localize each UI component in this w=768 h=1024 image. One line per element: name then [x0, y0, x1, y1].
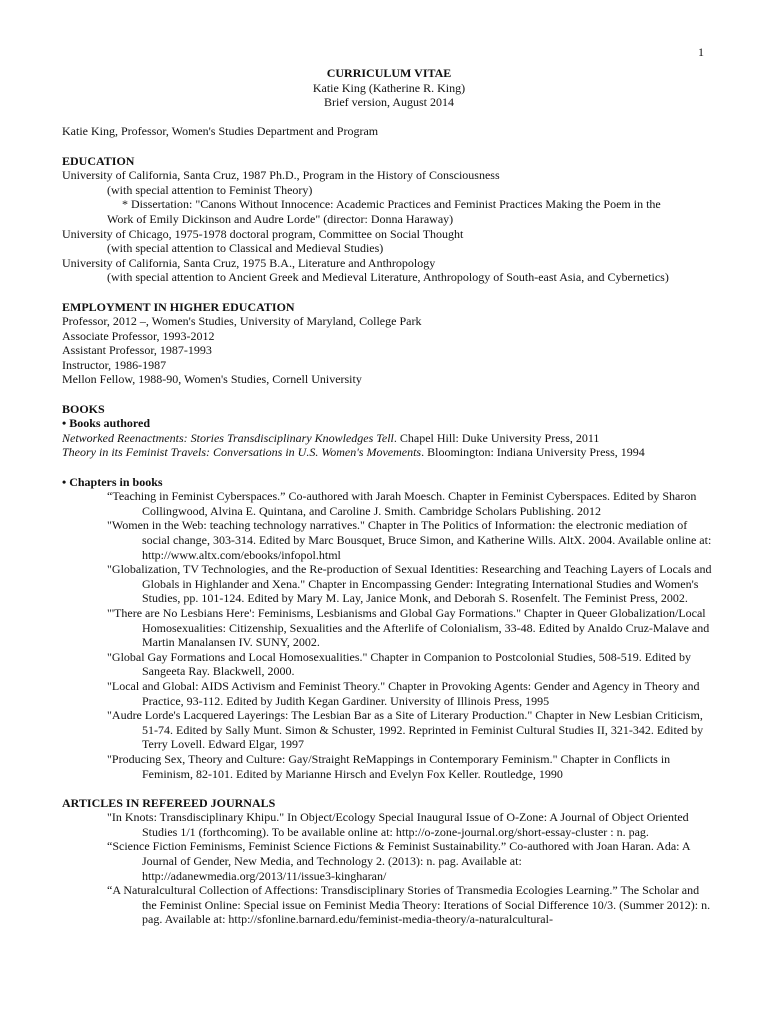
chapter-entry: "Producing Sex, Theory and Culture: Gay/Straight ReMappings in Contemporary Feminism." Chapter in Conflicts in Feminism, 82-101. Edited by Marianne Hirsch and Evelyn Fox Keller. Routledge, 1990: [107, 751, 671, 781]
chapters-heading: • Chapters in books: [62, 474, 163, 489]
chapter-entry: "Local and Global: AIDS Activism and Feminist Theory." Chapter in Provoking Agents: Gender and Agency in Theory and Practice, 93-112. Edited by Judith Kegan Gardiner. University of Illinois Press, 1995: [107, 678, 700, 708]
employment-line: Professor, 2012 –, Women's Studies, University of Maryland, College Park: [62, 314, 422, 329]
books-heading: BOOKS: [62, 401, 105, 416]
employment-line: Associate Professor, 1993-2012: [62, 328, 215, 343]
chapter-entry: "Global Gay Formations and Local Homosexualities." Chapter in Companion to Postcolonial Studies, 508-519. Edited by Sangeeta Ray. Blackwell, 2000.: [107, 649, 692, 679]
cv-page: [62, 44, 716, 927]
employment-heading: EMPLOYMENT IN HIGHER EDUCATION: [62, 299, 295, 314]
education-line: (with special attention to Ancient Greek and Medieval Literature, Anthropology of South-east Asia, and Cybernetics): [107, 270, 669, 285]
cv-version: Brief version, August 2014: [324, 95, 454, 110]
articles-heading: ARTICLES IN REFEREED JOURNALS: [62, 795, 276, 810]
chapter-entry: "Globalization, TV Technologies, and the Re-production of Sexual Identities: Researching and Teaching Layers of Locals and Globals in Highlander and Xena." Chapter in Encompassing Gender: Integrating International Studies and Women's Studies, pp. 101-124. Edited by Mary M. Lay, Janice Monk, and Deborah S. Rosenfelt. The Feminist Press, 2002.: [107, 562, 712, 606]
book-title: Theory in its Feminist Travels: Conversations in U.S. Women's Movements: [62, 445, 422, 460]
employment-line: Mellon Fellow, 1988-90, Women's Studies, Cornell University: [62, 372, 362, 387]
education-line: University of California, Santa Cruz, 1987 Ph.D., Program in the History of Consciousness: [62, 168, 500, 183]
page-number: 1: [698, 45, 704, 59]
books-authored-heading: • Books authored: [62, 416, 151, 431]
chapter-entry: “Teaching in Feminist Cyberspaces.” Co-authored with Jarah Moesch. Chapter in Feminist Cyberspaces. Edited by Sharon Collingwood, Alvina E. Quintana, and Caroline J. Smith. Cambridge Scholars Publishing. 2012: [107, 489, 697, 518]
book-title: Networked Reenactments: Stories Transdisciplinary Knowledges Tell: [62, 430, 394, 445]
cv-title: CURRICULUM VITAE: [326, 66, 452, 80]
education-line: University of Chicago, 1975-1978 doctoral program, Committee on Social Thought: [62, 226, 464, 241]
education-line: (with special attention to Classical and Medieval Studies): [107, 241, 384, 256]
book-entry: Networked Reenactments: Stories Transdisciplinary Knowledges Tell. Chapel Hill: Duke University Press, 2011: [62, 430, 600, 445]
article-entry: “A Naturalcultural Collection of Affections: Transdisciplinary Stories of Transmedia Ecologies Learning.” The Scholar and the Feminist Online: Special issue on Feminist Media Theory: Iterations of Social Difference 10/3. (Summer 2012): n. pag. Available at: http://sfonline.barnard.edu/feminist-media-theory/a-naturalcultural-: [107, 883, 711, 927]
education-line: Work of Emily Dickinson and Audre Lorde" (director: Donna Haraway): [107, 211, 454, 226]
chapter-entry: "'There are No Lesbians Here': Feminisms, Lesbianisms and Global Gay Formations." Chapter in Queer Globalization/Local Homosexualities: Citizenship, Sexualities and the Afterlife of Colonialism, 33-48. Edited by Analdo Cruz-Malave and Martin Manalansen IV. SUNY, 2002.: [107, 605, 710, 650]
education-heading: EDUCATION: [62, 153, 135, 168]
education-line: (with special attention to Feminist Theory): [107, 182, 313, 197]
book-entry: Theory in its Feminist Travels: Conversations in U.S. Women's Movements. Bloomington: Indiana University Press, 1994: [62, 445, 645, 460]
intro-line: Katie King, Professor, Women's Studies Department and Program: [62, 124, 379, 139]
cv-name: Katie King (Katherine R. King): [312, 80, 466, 95]
article-entry: “Science Fiction Feminisms, Feminist Science Fictions & Feminist Sustainability.” Co-authored with Joan Haran. Ada: A Journal of Gender, New Media, and Technology 2. (2013): n. pag. Available at: http://adanewmedia.org/2013/11/issue3-kingharan/: [107, 839, 690, 883]
education-line: * Dissertation: "Canons Without Innocence: Academic Practices and Feminist Practices Making the Poem in the: [122, 197, 661, 212]
education-line: University of California, Santa Cruz, 1975 B.A., Literature and Anthropology: [62, 255, 436, 270]
chapter-entry: "Women in the Web: teaching technology narratives." Chapter in The Politics of Information: the electronic mediation of social change, 303-314. Edited by Marc Bousquet, Bruce Simon, and Katherine Wills. AltX. 2004. Available online at: http://www.altx.com/ebooks/infopol.html: [107, 518, 712, 562]
article-entry: "In Knots: Transdisciplinary Khipu." In Object/Ecology Special Inaugural Issue of O-Zone: A Journal of Object Oriented Studies 1/1 (forthcoming). To be available online at: http://o-zone-journal.org/short-essay-cluster : n. pag.: [107, 810, 689, 839]
employment-line: Instructor, 1986-1987: [62, 357, 167, 372]
chapter-entry: "Audre Lorde's Lacquered Layerings: The Lesbian Bar as a Site of Literary Production." Chapter in New Lesbian Criticism, 51-74. Edited by Sally Munt. Simon & Schuster, 1992. Reprinted in Feminist Cultural Studies II, 321-342. Edited by Terry Lovell. Edward Elgar, 1997: [107, 708, 704, 752]
employment-line: Assistant Professor, 1987-1993: [62, 343, 212, 358]
